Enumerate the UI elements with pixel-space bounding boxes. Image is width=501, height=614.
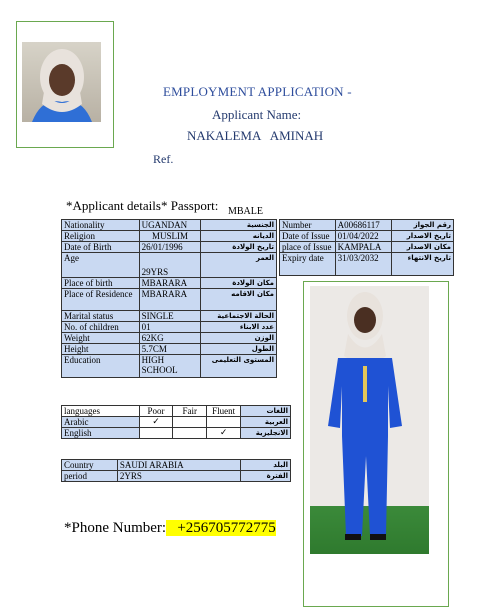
row-arabic: عدد الابناء — [201, 322, 277, 333]
cell — [139, 428, 173, 439]
row-arabic: الديانه — [201, 231, 277, 242]
row-value: HIGH SCHOOL — [139, 355, 201, 378]
row-label: Nationality — [62, 220, 140, 231]
passport-table — [279, 219, 454, 276]
table-row — [62, 417, 291, 428]
row-label: Country — [62, 460, 118, 471]
row-label: Religion — [62, 231, 140, 242]
table-row — [62, 311, 277, 322]
row-label: Number — [280, 220, 336, 231]
column-header: اللغات — [241, 406, 291, 417]
row-arabic: البلد — [241, 460, 291, 471]
table-row — [62, 220, 277, 231]
table-row — [62, 460, 291, 471]
row-arabic: تاريخ الولادة — [201, 242, 277, 253]
row-arabic: الوزن — [201, 333, 277, 344]
row-arabic: مكان الولادة — [201, 278, 277, 289]
table-row — [280, 231, 454, 242]
passport-place: MBALE — [228, 206, 263, 217]
headshot-photo — [22, 42, 101, 122]
row-arabic: مكان الاقامه — [201, 289, 277, 311]
row-arabic: مكان الاصدار — [391, 242, 453, 253]
row-label: No. of children — [62, 322, 140, 333]
row-value: 5.7CM — [139, 344, 201, 355]
table-row — [280, 220, 454, 231]
row-label: place of Issue — [280, 242, 336, 253]
row-arabic: الطول — [201, 344, 277, 355]
row-value: A00686117 — [335, 220, 391, 231]
table-header-row — [62, 406, 291, 417]
table-row — [62, 344, 277, 355]
table-row — [62, 355, 277, 378]
row-value: 2YRS — [117, 471, 240, 482]
cell — [173, 417, 207, 428]
row-label: Place of birth — [62, 278, 140, 289]
row-label: Weight — [62, 333, 140, 344]
row-arabic: العربية — [241, 417, 291, 428]
row-arabic: الجنسية — [201, 220, 277, 231]
row-arabic: الفترة — [241, 471, 291, 482]
table-row — [280, 242, 454, 253]
row-value: 01/04/2022 — [335, 231, 391, 242]
row-value: KAMPALA — [335, 242, 391, 253]
check-icon: ✓ — [139, 417, 173, 428]
table-row — [62, 242, 277, 253]
cell — [173, 428, 207, 439]
row-value: UGANDAN — [139, 220, 201, 231]
table-row — [62, 289, 277, 311]
table-row — [62, 231, 277, 242]
page-title: EMPLOYMENT APPLICATION - — [163, 84, 352, 99]
row-label: Height — [62, 344, 140, 355]
table-row — [62, 322, 277, 333]
row-arabic: رقم الجواز — [391, 220, 453, 231]
column-header: Poor — [139, 406, 173, 417]
table-row — [280, 253, 454, 276]
row-label: period — [62, 471, 118, 482]
row-value: 62KG — [139, 333, 201, 344]
row-value: 31/03/2032 — [335, 253, 391, 276]
full-body-photo — [310, 286, 429, 554]
row-value: SINGLE — [139, 311, 201, 322]
table-row — [62, 333, 277, 344]
applicant-name: NAKALEMA AMINAH — [187, 128, 324, 143]
applicant-name-label: Applicant Name: — [212, 107, 302, 122]
column-header: Fluent — [207, 406, 241, 417]
table-row — [62, 253, 277, 278]
row-label: Age — [62, 253, 140, 278]
row-arabic: الحالة الاجتماعية — [201, 311, 277, 322]
row-label: Marital status — [62, 311, 140, 322]
row-value: 26/01/1996 — [139, 242, 201, 253]
table-row — [62, 278, 277, 289]
details-heading: *Applicant details* Passport: — [66, 198, 219, 213]
row-label: Date of Birth — [62, 242, 140, 253]
experience-table — [61, 459, 291, 482]
personal-details-table — [61, 219, 277, 378]
row-arabic: الانجليزية — [241, 428, 291, 439]
row-arabic: تاريخ الاصدار — [391, 231, 453, 242]
row-value: SAUDI ARABIA — [117, 460, 240, 471]
languages-table — [61, 405, 291, 439]
check-icon: ✓ — [207, 428, 241, 439]
row-label: Date of Issue — [280, 231, 336, 242]
row-arabic: المستوى التعليمى — [201, 355, 277, 378]
headshot-photo-frame — [16, 21, 114, 148]
phone-number: +256705772775 — [166, 520, 276, 536]
column-header: languages — [62, 406, 140, 417]
row-value: MUSLIM — [139, 231, 201, 242]
row-value: 29YRS — [139, 253, 201, 278]
row-value: 01 — [139, 322, 201, 333]
table-row — [62, 471, 291, 482]
ref-label: Ref. — [153, 152, 174, 166]
full-body-photo-frame — [303, 281, 449, 607]
phone-number-line — [64, 520, 276, 537]
phone-label: *Phone Number: — [64, 520, 167, 536]
row-value: MBARARA — [139, 289, 201, 311]
row-arabic: تاريخ الانتهاء — [391, 253, 453, 276]
row-label: Expiry date — [280, 253, 336, 276]
cell — [207, 417, 241, 428]
column-header: Fair — [173, 406, 207, 417]
row-arabic: العمر — [201, 253, 277, 278]
row-label: Place of Residence — [62, 289, 140, 311]
row-label: English — [62, 428, 140, 439]
row-value: MBARARA — [139, 278, 201, 289]
row-label: Arabic — [62, 417, 140, 428]
row-label: Education — [62, 355, 140, 378]
table-row — [62, 428, 291, 439]
